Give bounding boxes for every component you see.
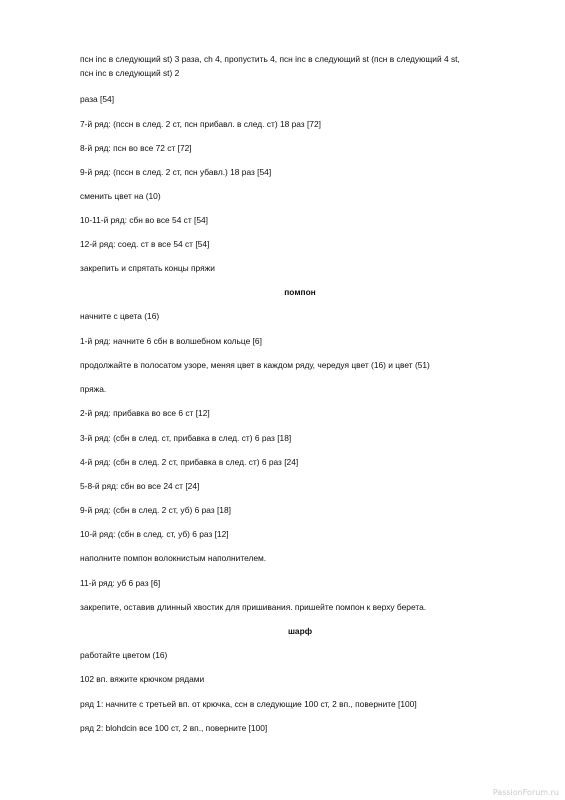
text-line: 9-й ряд: (сбн в след. 2 ст, уб) 6 раз [18] — [80, 505, 231, 515]
text-line: 3-й ряд: (сбн в след. ст, прибавка в след. ст) 6 раз [18] — [80, 433, 292, 443]
text-line: ряд 1: начните с третьей вп. от крючка, ссн в следующие 100 ст, 2 вп., поверните [100] — [80, 699, 417, 709]
text-line: псн inc в следующий st) 2 — [80, 68, 180, 78]
watermark: PassionForum.ru — [492, 788, 559, 797]
section-heading-scarf: шарф — [287, 626, 313, 636]
text-line: закрепить и спрятать концы пряжи — [80, 263, 215, 273]
section-heading-pompon: помпон — [284, 287, 316, 297]
text-line: 7-й ряд: (пссн в след. 2 ст, псн прибавл. в след. ст) 18 раз [72] — [80, 119, 321, 129]
text-line: 1-й ряд: начните 6 сбн в волшебном кольце [6] — [80, 336, 262, 346]
text-line: 10-11-й ряд: сбн во все 54 ст [54] — [80, 215, 208, 225]
text-line: 9-й ряд: (пссн в след. 2 ст, псн убавл.) 18 раз [54] — [80, 167, 272, 177]
text-line: 12-й ряд: соед. ст в все 54 ст [54] — [80, 239, 210, 249]
text-line: 4-й ряд: (сбн в след. 2 ст, прибавка в след. ст) 6 раз [24] — [80, 457, 299, 467]
text-line: 5-8-й ряд: сбн во все 24 ст [24] — [80, 481, 200, 491]
text-line: ряд 2: blohdcin все 100 ст, 2 вп., поверните [100] — [80, 723, 268, 733]
text-line: 10-й ряд: (сбн в след. ст, уб) 6 раз [12] — [80, 529, 229, 539]
text-line: наполните помпон волокнистым наполнителем. — [80, 553, 267, 563]
text-line: псн inc в следующий st) 3 раза, ch 4, пропустить 4, псн inc в следующий st (псн в следующий 4 st, — [80, 54, 460, 64]
text-line: 102 вп. вяжите крючком рядами — [80, 674, 205, 684]
text-line: 8-й ряд: псн во все 72 ст [72] — [80, 143, 192, 153]
text-line: продолжайте в полосатом узоре, меняя цвет в каждом ряду, чередуя цвет (16) и цвет (51) — [80, 360, 430, 370]
text-line: раза [54] — [80, 94, 115, 104]
text-line: работайте цветом (16) — [80, 650, 168, 660]
text-line: сменить цвет на (10) — [80, 191, 161, 201]
text-line: 11-й ряд: уб 6 раз [6] — [80, 578, 161, 588]
text-line: пряжа. — [80, 384, 107, 394]
text-line: 2-й ряд: прибавка во все 6 ст [12] — [80, 408, 210, 418]
text-line: начните с цвета (16) — [80, 311, 160, 321]
text-line: закрепите, оставив длинный хвостик для пришивания. пришейте помпон к верху берета. — [80, 602, 427, 612]
